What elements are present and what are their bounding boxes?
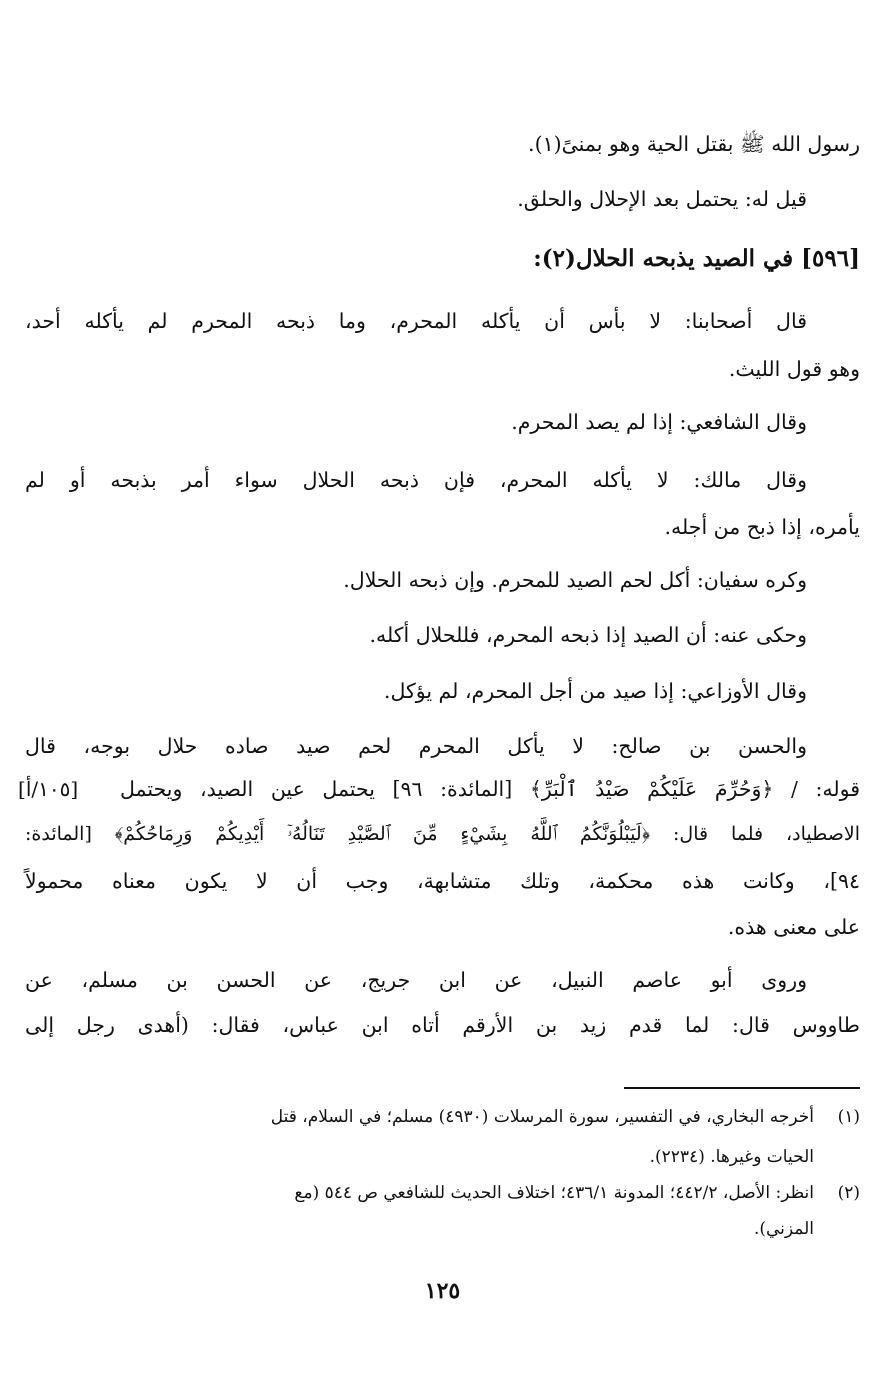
text-line: طاووس قال: لما قدم زيد بن الأرقم أتاه ابن عباس، فقال: (أهدى رجل إلى [25, 1013, 860, 1037]
text-line: قوله: / ﴿وَحُرِّمَ عَلَيْكُمْ صَيْدُ ٱلْبَرِّ﴾ [المائدة: ٩٦] يحتمل عين الصيد، ويحتمل [120, 777, 860, 801]
text-line: قال أصحابنا: لا بأس أن يأكله المحرم، وما ذبحه المحرم لم يأكله أحد، [25, 309, 807, 333]
text-line: وقال مالك: لا يأكله المحرم، فإن ذبحه الحلال سواء أمر بذبحه أو لم [25, 468, 807, 492]
section-heading: [٥٩٦] في الصيد يذبحه الحلال(٢): [533, 245, 860, 272]
footnote-text: أخرجه البخاري، في التفسير، سورة المرسلات (٤٩٣٠) مسلم؛ في السلام، قتل [270, 1107, 814, 1127]
text-line: الاصطياد، فلما قال: ﴿لَيَبْلُوَنَّكُمُ ٱللَّهُ بِشَيْءٍ مِّنَ ٱلصَّيْدِ تَنَالُهُۥٓ أَيْدِيكُمْ وَرِمَاحُكُمْ﴾ [المائدة: [25, 823, 860, 845]
text-line: والحسن بن صالح: لا يأكل المحرم لحم صيد صاده حلال بوجه، قال [25, 734, 807, 758]
footnote-separator [624, 1087, 860, 1089]
footnote-text: الحيات وغيرها. (٢٢٣٤). [649, 1147, 814, 1167]
text-line: وكره سفيان: أكل لحم الصيد للمحرم. وإن ذبحه الحلال. [343, 568, 807, 592]
text-line: رسول الله ﷺ بقتل الحية وهو بمنىً(١). [528, 132, 860, 156]
text-line: وحكى عنه: أن الصيد إذا ذبحه المحرم، فللحلال أكله. [369, 623, 807, 647]
text-line: وقال الأوزاعي: إذا صيد من أجل المحرم، لم يؤكل. [383, 679, 807, 703]
page-number: ١٢٥ [424, 1278, 461, 1304]
text-line: قيل له: يحتمل بعد الإحلال والحلق. [517, 187, 807, 211]
footnote-number: (١) [837, 1107, 860, 1127]
text-line: وهو قول الليث. [728, 357, 860, 381]
text-line: وقال الشافعي: إذا لم يصد المحرم. [511, 410, 807, 434]
footnote-number: (٢) [837, 1183, 860, 1203]
footnote-2 [25, 1180, 860, 1206]
footnote-1 [25, 1104, 860, 1130]
text-line: ٩٤]، وكانت هذه محكمة، وتلك متشابهة، وجب أن لا يكون معناه محمولاً [25, 869, 860, 893]
margin-folio-note: [١٠٥/أ] [18, 777, 79, 801]
footnote-text: انظر: الأصل، ٤٤٢/٢؛ المدونة ٤٣٦/١؛ اختلاف الحديث للشافعي ص ٥٤٤ (مع [294, 1183, 814, 1203]
text-line: على معنى هذه. [727, 915, 860, 939]
text-line: يأمره، إذا ذبح من أجله. [664, 515, 860, 539]
footnote-text: المزني). [753, 1219, 814, 1239]
text-line: وروى أبو عاصم النبيل، عن ابن جريج، عن الحسن بن مسلم، عن [25, 968, 807, 992]
